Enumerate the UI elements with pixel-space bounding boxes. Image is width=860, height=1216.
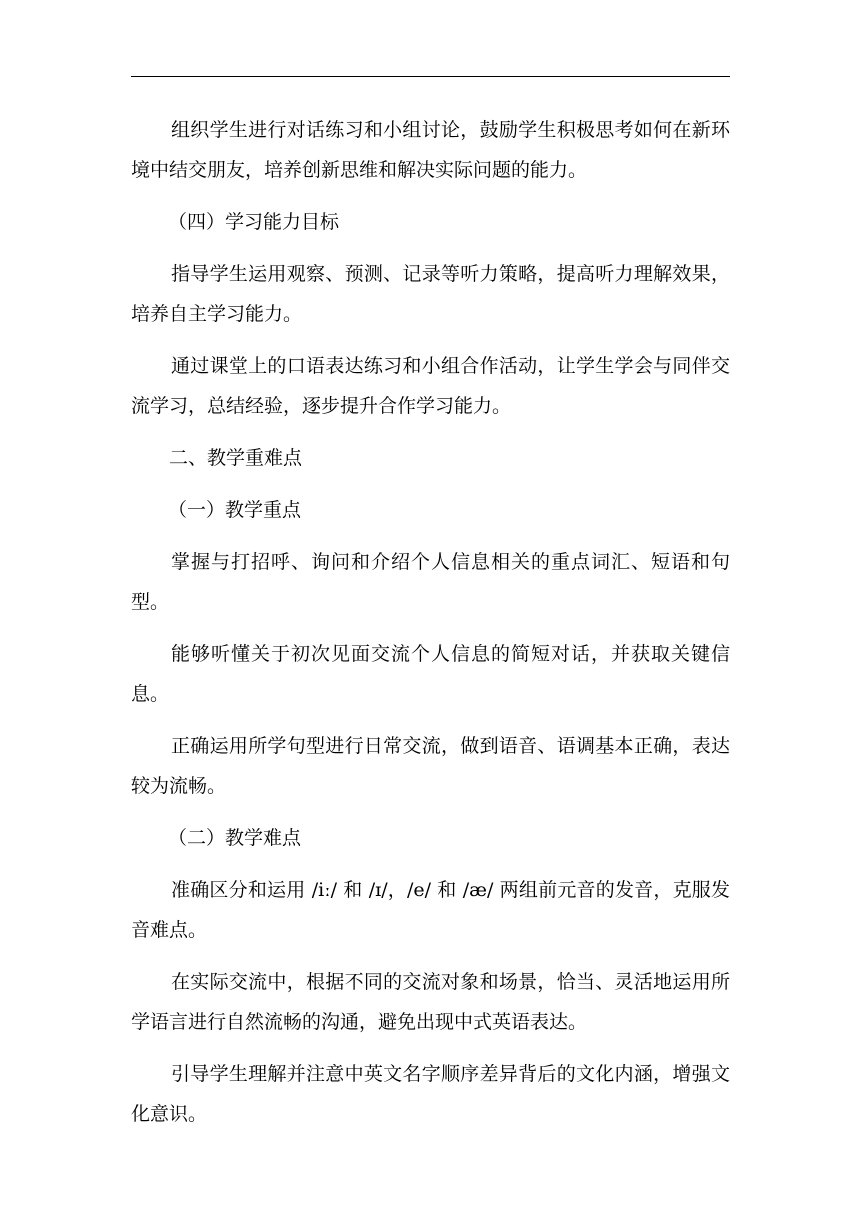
paragraph: 组织学生进行对话练习和小组讨论，鼓励学生积极思考如何在新环境中结交朋友，培养创新思维和解决实际问题的能力。 xyxy=(131,119,730,181)
subsection-heading: （一）教学重点 xyxy=(168,499,302,521)
section-heading: 二、教学重难点 xyxy=(169,447,303,469)
subsection-heading: （四）学习能力目标 xyxy=(168,211,340,233)
paragraph: 通过课堂上的口语表达练习和小组合作活动，让学生学会与同伴交流学习，总结经验，逐步提升合作学习能力。 xyxy=(131,355,730,417)
paragraph: 准确区分和运用 /iː/ 和 /ɪ/，/e/ 和 /æ/ 两组前元音的发音，克服发音难点。 xyxy=(131,879,730,941)
header-rule xyxy=(131,76,730,77)
paragraph: 能够听懂关于初次见面交流个人信息的简短对话，并获取关键信息。 xyxy=(131,643,730,705)
paragraph: 引导学生理解并注意中英文名字顺序差异背后的文化内涵，增强文化意识。 xyxy=(131,1063,730,1125)
paragraph: 正确运用所学句型进行日常交流，做到语音、语调基本正确，表达较为流畅。 xyxy=(131,735,730,797)
document-body xyxy=(131,110,730,1134)
paragraph: 在实际交流中，根据不同的交流对象和场景，恰当、灵活地运用所学语言进行自然流畅的沟通，避免出现中式英语表达。 xyxy=(131,971,730,1033)
paragraph: 指导学生运用观察、预测、记录等听力策略，提高听力理解效果，培养自主学习能力。 xyxy=(131,263,730,325)
paragraph: 掌握与打招呼、询问和介绍个人信息相关的重点词汇、短语和句型。 xyxy=(131,551,730,613)
subsection-heading: （二）教学难点 xyxy=(168,827,302,849)
